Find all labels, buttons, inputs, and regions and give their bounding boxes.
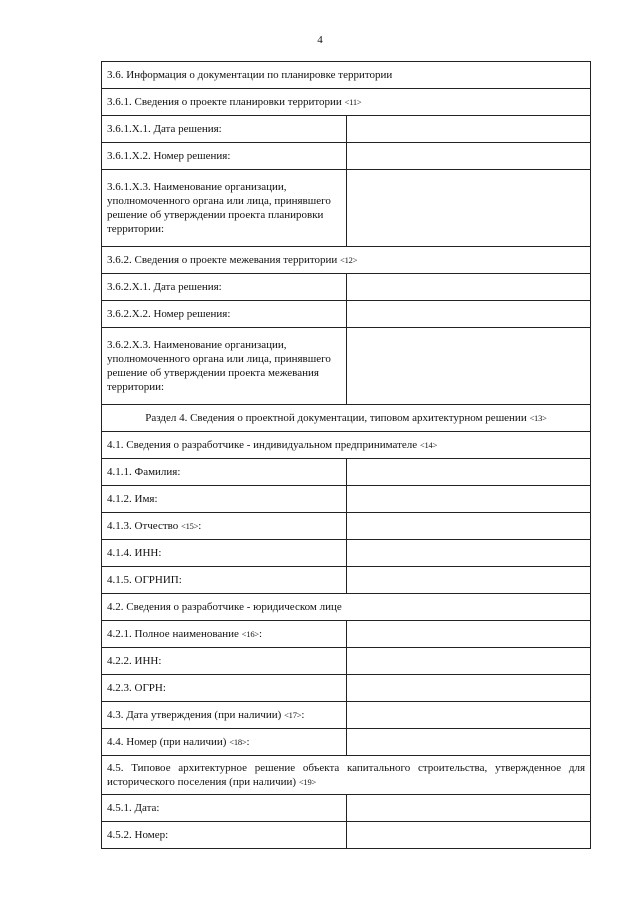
field-value[interactable] xyxy=(346,116,591,143)
footnote-ref[interactable]: <19> xyxy=(298,777,317,787)
field-row xyxy=(102,143,591,170)
field-value[interactable] xyxy=(346,729,591,756)
field-row xyxy=(102,513,591,540)
section-row xyxy=(102,594,591,621)
footnote-ref[interactable]: <12> xyxy=(340,255,358,265)
field-value[interactable] xyxy=(346,143,591,170)
field-value[interactable] xyxy=(346,675,591,702)
field-row xyxy=(102,328,591,405)
section-header-3-6-2: 3.6.2. Сведения о проекте межевания территории <12> xyxy=(102,247,591,274)
field-label: 3.6.2.Х.3. Наименование организации, уполномоченного органа или лица, принявшего решение об утверждении проекта межевания территории: xyxy=(102,328,347,405)
field-row xyxy=(102,486,591,513)
field-label: 4.4. Номер (при наличии) <18>: xyxy=(102,729,347,756)
field-label: 4.2.2. ИНН: xyxy=(102,648,347,675)
field-row xyxy=(102,116,591,143)
section-row xyxy=(102,432,591,459)
field-label: 4.1.1. Фамилия: xyxy=(102,459,347,486)
field-value[interactable] xyxy=(346,795,591,822)
field-value[interactable] xyxy=(346,621,591,648)
field-row xyxy=(102,621,591,648)
field-label: 3.6.2.Х.1. Дата решения: xyxy=(102,274,347,301)
footnote-ref[interactable]: <11> xyxy=(344,97,362,107)
section-row xyxy=(102,62,591,89)
field-value[interactable] xyxy=(346,702,591,729)
footnote-ref[interactable]: <15> xyxy=(181,521,199,531)
footnote-ref[interactable]: <16> xyxy=(241,629,259,639)
field-row xyxy=(102,459,591,486)
footnote-ref[interactable]: <13> xyxy=(529,413,547,423)
field-value[interactable] xyxy=(346,274,591,301)
section-row xyxy=(102,756,591,795)
field-value[interactable] xyxy=(346,328,591,405)
field-row xyxy=(102,540,591,567)
field-row xyxy=(102,702,591,729)
field-label: 4.2.1. Полное наименование <16>: xyxy=(102,621,347,648)
field-value[interactable] xyxy=(346,648,591,675)
field-row xyxy=(102,795,591,822)
field-value[interactable] xyxy=(346,822,591,849)
field-value[interactable] xyxy=(346,301,591,328)
section-header-3-6-1: 3.6.1. Сведения о проекте планировки территории <11> xyxy=(102,89,591,116)
field-row xyxy=(102,567,591,594)
field-row xyxy=(102,822,591,849)
section-header-razdel-4: Раздел 4. Сведения о проектной документации, типовом архитектурном решении <13> xyxy=(102,405,591,432)
footnote-ref[interactable]: <17> xyxy=(284,710,302,720)
footnote-ref[interactable]: <14> xyxy=(419,440,438,450)
section-header-3-6: 3.6. Информация о документации по планировке территории xyxy=(102,62,591,89)
field-row xyxy=(102,301,591,328)
field-row xyxy=(102,274,591,301)
field-label: 4.5.2. Номер: xyxy=(102,822,347,849)
footnote-ref[interactable]: <18> xyxy=(229,737,247,747)
field-label: 4.1.5. ОГРНИП: xyxy=(102,567,347,594)
field-row xyxy=(102,170,591,247)
field-label: 4.1.3. Отчество <15>: xyxy=(102,513,347,540)
field-label: 4.3. Дата утверждения (при наличии) <17>: xyxy=(102,702,347,729)
field-value[interactable] xyxy=(346,459,591,486)
field-label: 3.6.1.Х.2. Номер решения: xyxy=(102,143,347,170)
field-value[interactable] xyxy=(346,513,591,540)
field-label: 4.2.3. ОГРН: xyxy=(102,675,347,702)
field-row xyxy=(102,729,591,756)
field-label: 3.6.1.Х.3. Наименование организации, уполномоченного органа или лица, принявшего решение об утверждении проекта планировки территории: xyxy=(102,170,347,247)
section-header-4-5: 4.5. Типовое архитектурное решение объекта капитального строительства, утвержденное для исторического поселения (при наличии) <19> xyxy=(102,756,591,795)
form-table xyxy=(101,61,591,849)
field-label: 4.1.2. Имя: xyxy=(102,486,347,513)
field-value[interactable] xyxy=(346,486,591,513)
field-value[interactable] xyxy=(346,567,591,594)
field-label: 4.1.4. ИНН: xyxy=(102,540,347,567)
field-row xyxy=(102,648,591,675)
section-row xyxy=(102,89,591,116)
field-value[interactable] xyxy=(346,540,591,567)
field-value[interactable] xyxy=(346,170,591,247)
page-number: 4 xyxy=(317,34,323,46)
section-row xyxy=(102,405,591,432)
field-label: 4.5.1. Дата: xyxy=(102,795,347,822)
section-header-4-2: 4.2. Сведения о разработчике - юридическом лице xyxy=(102,594,591,621)
field-label: 3.6.1.Х.1. Дата решения: xyxy=(102,116,347,143)
section-header-4-1: 4.1. Сведения о разработчике - индивидуальном предпринимателе <14> xyxy=(102,432,591,459)
field-label: 3.6.2.Х.2. Номер решения: xyxy=(102,301,347,328)
field-row xyxy=(102,675,591,702)
section-row xyxy=(102,247,591,274)
